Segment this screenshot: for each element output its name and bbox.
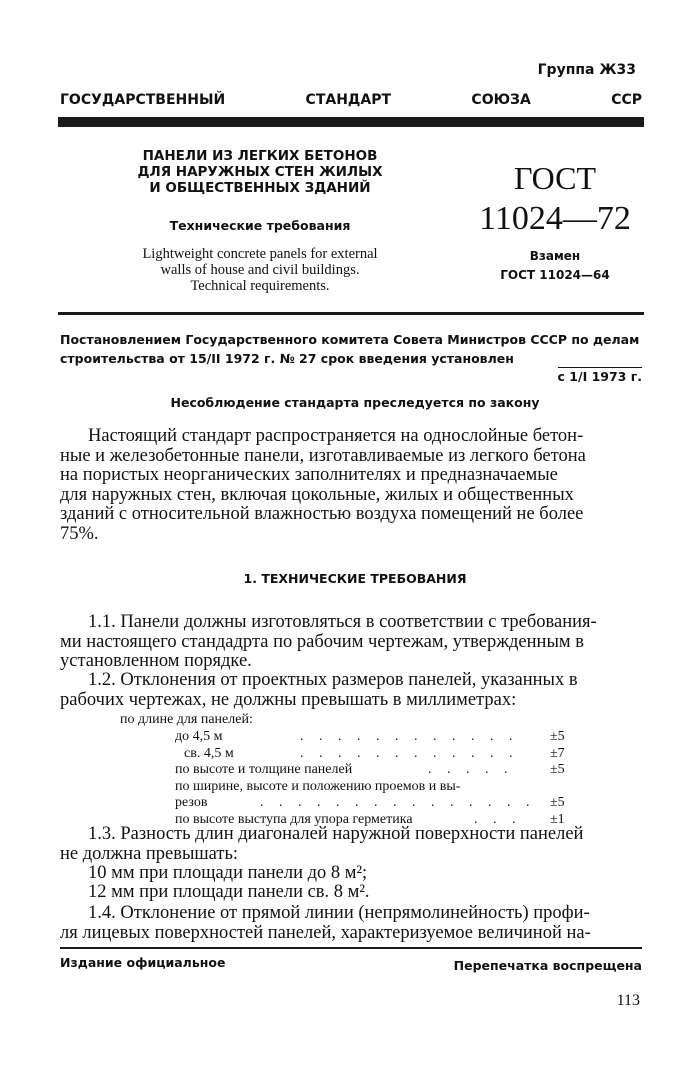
official-edition-note: Издание официальное	[60, 955, 226, 970]
header-rule	[58, 117, 644, 127]
clause-1-4-line: 1.4. Отклонение от прямой линии (непрямолинейность) профи-	[88, 903, 590, 923]
tolerance-list	[60, 729, 660, 828]
replaces-label: Взамен	[529, 249, 581, 263]
intro-line: Настоящий стандарт распространяется на однослойные бетон-	[88, 426, 584, 446]
section-heading: 1. ТЕХНИЧЕСКИЕ ТРЕБОВАНИЯ	[243, 571, 467, 586]
intro-paragraph	[60, 427, 642, 545]
intro-line: 75%.	[60, 523, 99, 544]
document-title	[110, 148, 410, 196]
intro-line: ные и железобетонные панели, изготавливаемые из легкого бетона	[60, 445, 586, 466]
gost-number: 11024—72	[479, 200, 631, 237]
replaces-value: ГОСТ 11024—64	[500, 268, 610, 282]
english-line: Lightweight concrete panels for external	[142, 246, 378, 262]
reprint-prohibited-note: Перепечатка воспрещена	[453, 958, 642, 973]
tolerance-row: до 4,5 м . . . . . . . . . . . . ±5	[175, 729, 565, 744]
noncompliance-note: Несоблюдение стандарта преследуется по закону	[170, 395, 540, 410]
clause-1-3-line: 1.3. Разность длин диагоналей наружной поверхности панелей	[88, 824, 584, 844]
clause-1-4-line: ля лицевых поверхностей панелей, характеризуемое величиной на-	[60, 923, 591, 943]
tolerance-row: по высоте выступа для упора герметика . . . ±1	[175, 811, 565, 827]
clause-1-2	[60, 671, 642, 710]
clause-line: рабочих чертежах, не должны превышать в миллиметрах:	[60, 689, 517, 710]
footer-rule	[60, 947, 642, 949]
state-word-3: СОЮЗА	[471, 92, 531, 108]
clause-1-3-line: не должна превышать:	[60, 844, 239, 864]
title-line: ДЛЯ НАРУЖНЫХ СТЕН ЖИЛЫХ	[137, 164, 383, 180]
decree-line: строительства от 15/II 1972 г. № 27 срок введения установлен	[60, 351, 514, 366]
state-standard-heading	[60, 92, 642, 108]
clause-1-1	[60, 613, 642, 672]
page-number: 113	[616, 992, 640, 1009]
intro-line: на пористых неорганических заполнителях и предназначаемые	[60, 465, 558, 486]
tolerance-row: резов . . . . . . . . . . . . . . . ±5	[175, 795, 565, 810]
state-word-1: ГОСУДАРСТВЕННЫЙ	[60, 92, 226, 108]
effective-date: с 1/I 1973 г.	[557, 369, 642, 384]
gost-label: ГОСТ	[513, 160, 597, 196]
clause-1-3-line: 12 мм при площади панели св. 8 м².	[88, 882, 370, 902]
tolerance-row: по высоте и толщине панелей . . . . . ±5	[175, 762, 565, 777]
english-title	[100, 246, 420, 294]
title-line: ПАНЕЛИ ИЗ ЛЕГКИХ БЕТОНОВ	[142, 148, 378, 164]
clause-line: 1.1. Панели должны изготовляться в соответствии с требования-	[88, 612, 597, 632]
english-line: Technical requirements.	[190, 278, 330, 294]
tolerance-row: св. 4,5 м . . . . . . . . . . . . ±7	[184, 745, 565, 761]
intro-line: зданий с относительной влажностью воздуха помещений не более	[60, 504, 584, 525]
clause-1-3-line: 10 мм при площади панели до 8 м²;	[88, 863, 368, 883]
group-code: Группа Ж33	[537, 62, 636, 78]
state-word-4: ССР	[611, 92, 642, 108]
decree-line: Постановлением Государственного комитета Совета Министров СССР по делам	[60, 332, 640, 347]
clause-line: 1.2. Отклонения от проектных размеров панелей, указанных в	[88, 670, 578, 690]
clause-line: установленном порядке.	[60, 651, 252, 671]
tolerance-row: по ширине, высоте и положению проемов и вы-	[175, 778, 461, 794]
clause-line: ми настоящего стандадрта по рабочим чертежам, утвержденным в	[60, 631, 584, 652]
english-line: walls of house and civil buildings.	[160, 262, 360, 278]
tolerance-heading: по длине для панелей:	[120, 712, 253, 727]
title-line: И ОБЩЕСТВЕННЫХ ЗДАНИЙ	[149, 180, 371, 196]
intro-line: для наружных стен, включая цокольные, жилых и общественных	[60, 484, 574, 505]
title-rule	[58, 312, 644, 315]
decree-text	[60, 330, 650, 368]
state-word-2: СТАНДАРТ	[305, 92, 392, 108]
document-subtitle: Технические требования	[169, 218, 351, 233]
